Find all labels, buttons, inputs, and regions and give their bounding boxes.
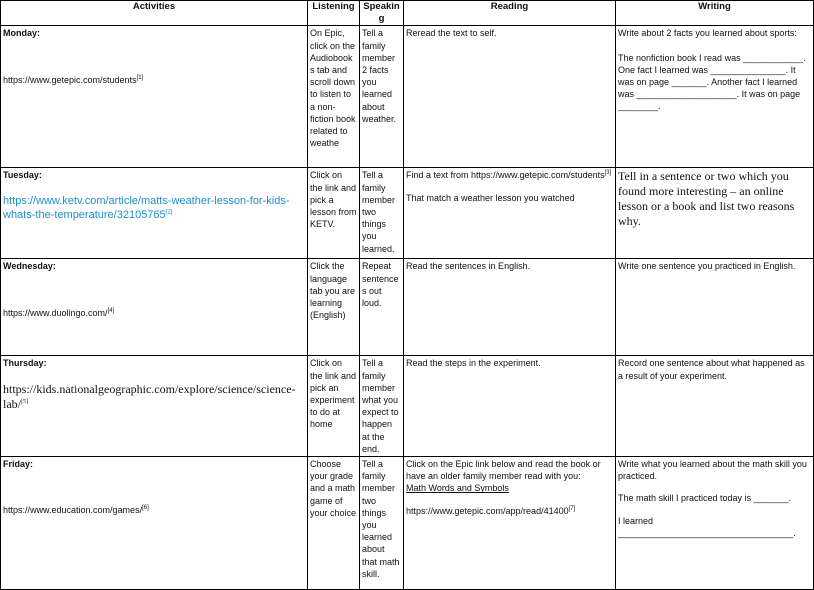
day-label: Thursday: (3, 358, 47, 369)
reading-link-text[interactable]: Find a text from https://www.getepic.com/students[3] (406, 170, 612, 181)
activities-cell-monday (1, 26, 308, 168)
speaking-cell-monday: Tell a family member 2 facts you learned about weather. (360, 26, 404, 168)
table-row-thursday (1, 356, 814, 457)
writing-cell-wednesday: Write one sentence you practiced in English. (616, 259, 814, 356)
writing-fill-in: The nonfiction book I read was ____________. One fact I learned was _______________. It was on page _______. Another fact I learned was ____________________. It was on page ________. (618, 52, 806, 112)
header-writing: Writing (616, 1, 814, 26)
activities-cell-tuesday (1, 168, 308, 259)
activities-cell-wednesday (1, 259, 308, 356)
footnote-ref: [1] (136, 74, 144, 81)
speaking-cell-friday: Tell a family member two things you learned about that math skill. (360, 457, 404, 590)
listening-cell-tuesday: Click on the link and pick a lesson from KETV. (308, 168, 360, 259)
reading-instruction: That match a weather lesson you watched (406, 192, 575, 203)
writing-prompt: Write about 2 facts you learned about sports: (618, 28, 797, 39)
activity-link-wednesday[interactable]: https://www.duolingo.com/[4] (3, 307, 115, 318)
listening-cell-monday: On Epic, click on the Audiobooks tab and scroll down to listen to a non-fiction book related to weathe (308, 26, 360, 168)
reading-url-link[interactable]: https://www.getepic.com/app/read/41400[7] (406, 505, 576, 516)
footnote-ref: [2] (165, 208, 173, 215)
footnote-ref: [5] (21, 398, 28, 405)
speaking-cell-wednesday: Repeat sentences out loud. (360, 259, 404, 356)
footnote-ref: [4] (107, 307, 115, 314)
activities-cell-thursday (1, 356, 308, 457)
writing-fill-in: The math skill I practiced today is _______. (618, 493, 792, 504)
footnote-ref: [7] (568, 505, 576, 512)
reading-instruction: Click on the Epic link below and read the book or have an older family member read with you: (406, 459, 601, 482)
day-label: Tuesday: (3, 170, 42, 181)
writing-cell-tuesday: Tell in a sentence or two which you found more interesting – an online lesson or a book and list two reasons why. (616, 168, 814, 259)
speaking-cell-tuesday: Tell a family member two things you learned. (360, 168, 404, 259)
table-row-wednesday (1, 259, 814, 356)
activities-cell-friday (1, 457, 308, 590)
writing-fill-in-2: I learned ___________________________________. (618, 515, 796, 538)
listening-cell-thursday: Click on the link and pick an experiment to do at home (308, 356, 360, 457)
activity-link-thursday[interactable]: https://kids.nationalgeographic.com/explore/science/science-lab/[5] (3, 381, 296, 411)
speaking-cell-thursday: Tell a family member what you expect to happen at the end. (360, 356, 404, 457)
header-speaking: Speaking (360, 1, 404, 26)
reading-cell-monday: Reread the text to self. (404, 26, 616, 168)
reading-cell-wednesday: Read the sentences in English. (404, 259, 616, 356)
listening-cell-wednesday: Click the language tab you are learning (English) (308, 259, 360, 356)
writing-cell-thursday: Record one sentence about what happened as a result of your experiment. (616, 356, 814, 457)
activity-link-monday[interactable]: https://www.getepic.com/students[1] (3, 74, 144, 85)
header-reading: Reading (404, 1, 616, 26)
writing-cell-monday (616, 26, 814, 168)
reading-cell-friday (404, 457, 616, 590)
day-label: Friday: (3, 459, 34, 470)
header-activities: Activities (1, 1, 308, 26)
writing-cell-friday (616, 457, 814, 590)
footnote-ref: [3] (604, 170, 612, 177)
day-label: Wednesday: (3, 261, 56, 272)
reading-cell-thursday: Read the steps in the experiment. (404, 356, 616, 457)
footnote-ref: [6] (142, 505, 149, 512)
table-row-tuesday (1, 168, 814, 259)
book-title-link[interactable]: Math Words and Symbols (406, 483, 509, 494)
writing-prompt: Write what you learned about the math skill you practiced. (618, 459, 807, 482)
header-listening: Listening (308, 1, 360, 26)
listening-cell-friday: Choose your grade and a math game of your choice (308, 457, 360, 590)
reading-cell-tuesday (404, 168, 616, 259)
day-label: Monday: (3, 28, 40, 39)
activity-link-friday[interactable]: https://www.education.com/games/[6] (3, 505, 149, 516)
header-row (1, 1, 814, 26)
table-row-monday (1, 26, 814, 168)
table-row-friday (1, 457, 814, 590)
activity-link-tuesday[interactable]: https://www.ketv.com/article/matts-weather-lesson-for-kids-whats-the-temperature/32105765[2] (3, 194, 290, 221)
